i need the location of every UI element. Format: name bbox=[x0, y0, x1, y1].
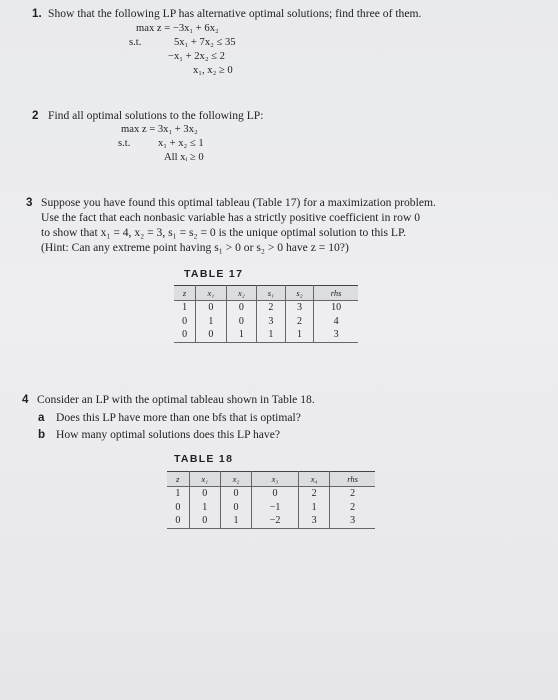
q4-number: 4 bbox=[22, 393, 29, 406]
q4-part-label: b bbox=[38, 428, 46, 441]
table-header-cell: z bbox=[167, 472, 189, 487]
table-17 bbox=[174, 285, 358, 343]
table-cell: 1 bbox=[167, 487, 189, 501]
table-header-cell: s₁ bbox=[257, 286, 286, 301]
table-cell: −1 bbox=[252, 501, 299, 515]
table-cell: 0 bbox=[226, 315, 256, 329]
q4-text: Consider an LP with the optimal tableau shown in Table 18. bbox=[37, 393, 315, 406]
q1-text: Show that the following LP has alternative optimal solutions; find three of them. bbox=[48, 7, 422, 20]
table-cell: 3 bbox=[257, 315, 286, 329]
table-cell: 2 bbox=[285, 315, 314, 329]
table-cell: 3 bbox=[285, 301, 314, 315]
table-header-row bbox=[174, 286, 358, 301]
table-header-cell: z bbox=[174, 286, 196, 301]
q4-part-label: a bbox=[38, 411, 45, 424]
table-header-cell: s₂ bbox=[285, 286, 314, 301]
table-cell: 0 bbox=[167, 514, 189, 528]
table-cell: 0 bbox=[196, 328, 226, 342]
table-header-cell: x₄ bbox=[299, 472, 330, 487]
q3-line: Use the fact that each nonbasic variable has a strictly positive coefficient in row 0 bbox=[41, 211, 421, 224]
q2-constraint: x₁ + x₂ ≤ 1 bbox=[158, 138, 204, 149]
table-17-title: TABLE 17 bbox=[184, 268, 244, 280]
table-cell: 4 bbox=[333, 315, 339, 327]
q3-number: 3 bbox=[26, 196, 33, 209]
q2-number: 2 bbox=[32, 109, 39, 122]
table-cell: 0 bbox=[226, 301, 256, 315]
table-cell: 0 bbox=[174, 328, 196, 342]
table-cell: 0 bbox=[174, 315, 196, 329]
q1-objective: max z = −3x₁ + 6x₂ bbox=[136, 23, 219, 34]
table-cell: 0 bbox=[252, 487, 299, 501]
table-cell: 2 bbox=[350, 501, 356, 513]
table-cell: 2 bbox=[350, 488, 356, 500]
table-cell: 0 bbox=[196, 301, 226, 315]
table-cell: −2 bbox=[252, 514, 299, 528]
q3-line: (Hint: Can any extreme point having s₁ > 0 or s₂ > 0 have z = 10?) bbox=[41, 241, 349, 254]
table-cell: 0 bbox=[167, 501, 189, 515]
table-header-cell: rhs bbox=[330, 472, 375, 487]
table-cell: 1 bbox=[196, 315, 226, 329]
table-cell: 1 bbox=[174, 301, 196, 315]
table-cell: 1 bbox=[189, 501, 220, 515]
q1-constraint: −x₁ + 2x₂ ≤ 2 bbox=[168, 51, 225, 62]
table-cell: 1 bbox=[226, 328, 256, 342]
table-row bbox=[174, 328, 358, 342]
table-header-cell: x₁ bbox=[189, 472, 220, 487]
table-header-cell: x₁ bbox=[196, 286, 226, 301]
table-row bbox=[174, 301, 358, 315]
table-cell: 1 bbox=[220, 514, 251, 528]
q1-constraint: 5x₁ + 7x₂ ≤ 35 bbox=[174, 37, 236, 48]
q2-objective: max z = 3x₁ + 3x₂ bbox=[121, 124, 198, 135]
table-header-row bbox=[167, 472, 375, 487]
table-row bbox=[167, 487, 375, 501]
q2-text: Find all optimal solutions to the following LP: bbox=[48, 109, 264, 122]
table-cell: 1 bbox=[257, 328, 286, 342]
q1-number: 1. bbox=[32, 7, 42, 20]
q3-line: to show that x₁ = 4, x₂ = 3, s₁ = s₂ = 0 is the unique optimal solution to this LP. bbox=[41, 226, 407, 239]
table-cell: 2 bbox=[299, 487, 330, 501]
q2-st-label: s.t. bbox=[118, 138, 131, 149]
table-cell: 3 bbox=[299, 514, 330, 528]
table-header-cell: rhs bbox=[314, 286, 358, 301]
table-cell: 0 bbox=[189, 487, 220, 501]
table-cell: 3 bbox=[314, 328, 358, 342]
table-cell: 1 bbox=[299, 501, 330, 515]
table-cell: 1 bbox=[285, 328, 314, 342]
table-header-cell: x₃ bbox=[252, 472, 299, 487]
table-cell: 0 bbox=[189, 514, 220, 528]
q2-constraint: All xᵢ ≥ 0 bbox=[164, 152, 204, 163]
table-cell: 2 bbox=[257, 301, 286, 315]
table-cell: 0 bbox=[220, 501, 251, 515]
q4-part-text: How many optimal solutions does this LP have? bbox=[56, 428, 281, 441]
table-row bbox=[167, 501, 375, 515]
table-18 bbox=[167, 471, 375, 529]
q4-part-text: Does this LP have more than one bfs that is optimal? bbox=[56, 411, 301, 424]
table-cell: 3 bbox=[330, 514, 375, 528]
table-header-cell: x₂ bbox=[220, 472, 251, 487]
table-row bbox=[167, 514, 375, 528]
q1-st-label: s.t. bbox=[129, 37, 142, 48]
table-row bbox=[174, 315, 358, 329]
table-cell: 10 bbox=[331, 302, 342, 314]
q1-constraint: x₁, x₂ ≥ 0 bbox=[193, 65, 233, 76]
table-18-title: TABLE 18 bbox=[174, 453, 234, 465]
table-header-cell: x₂ bbox=[226, 286, 256, 301]
table-cell: 0 bbox=[220, 487, 251, 501]
q3-line: Suppose you have found this optimal tableau (Table 17) for a maximization problem. bbox=[41, 196, 436, 209]
